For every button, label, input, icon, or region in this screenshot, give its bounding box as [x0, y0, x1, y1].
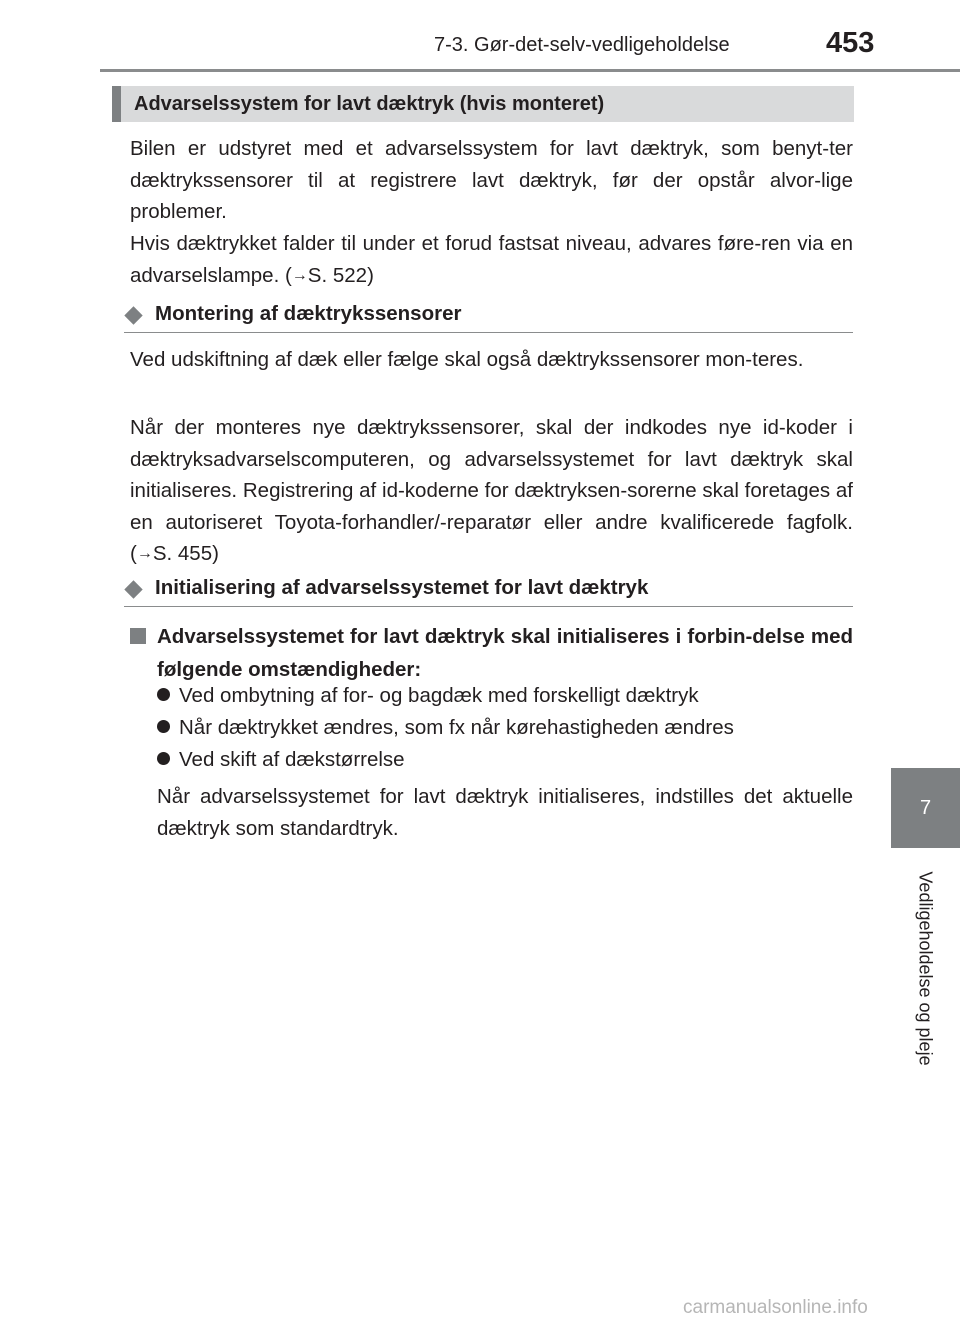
- bullet-dot-icon: [157, 720, 170, 733]
- sensor-paragraph-1: Ved udskiftning af dæk eller fælge skal også dæktrykssensorer mon-teres.: [130, 348, 804, 371]
- chapter-number: 7: [919, 796, 932, 819]
- bullet-item: Ved ombytning af for- og bagdæk med forskelligt dæktryk: [157, 684, 699, 708]
- chapter-title: Vedligeholdelse og pleje: [916, 870, 937, 1066]
- square-bullet-icon: [130, 628, 146, 644]
- sensor-paragraph-2: [130, 412, 853, 570]
- initialization-conditions-intro: Advarselssystemet for lavt dæktryk skal initialiseres i forbin-delse med følgende omstændigheder:: [157, 625, 853, 681]
- watermark: carmanualsonline.info: [683, 1297, 868, 1318]
- bullet-dot-icon: [157, 688, 170, 701]
- running-header-section: 7-3. Gør-det-selv-vedligeholdelse: [434, 34, 730, 56]
- sensor-paragraph-2-text: Når der monteres nye dæktrykssensorer, skal der indkodes nye id-koder i dæktryksadvarselscomputeren, og advarselssystemet for lavt dæktryk skal initialiseres. Registrering af id-koderne for dæktryksen-sorerne skal foretages af en autoriseret Toyota-forhandler/-reparatør eller andre kvalificerede fagfolk. (: [130, 416, 853, 565]
- subheading-sensor-mounting: [124, 302, 853, 333]
- header-rule: [100, 69, 960, 72]
- intro-paragraph-2-text: Hvis dæktrykket falder til under et forud fastsat niveau, advares føre-ren via en advarselslampe. (: [130, 232, 853, 287]
- arrow-icon: →: [291, 266, 308, 284]
- bullet-dot-icon: [157, 752, 170, 765]
- initialization-closing-paragraph: Når advarselssystemet for lavt dæktryk initialiseres, indstilles det aktuelle dæktryk som standardtryk.: [157, 785, 853, 840]
- diamond-icon: [124, 306, 142, 324]
- intro-paragraph-2: [130, 228, 853, 291]
- diamond-icon: [124, 580, 142, 598]
- arrow-icon: →: [136, 545, 153, 562]
- bullet-item: Når dæktrykket ændres, som fx når kørehastigheden ændres: [157, 716, 734, 740]
- page-number: 453: [826, 27, 875, 59]
- section-title: Advarselssystem for lavt dæktryk (hvis monteret): [134, 93, 605, 115]
- bullet-item: Ved skift af dækstørrelse: [157, 748, 405, 772]
- page-reference-455[interactable]: S. 455): [152, 542, 219, 565]
- intro-paragraph-1: Bilen er udstyret med et advarselssystem for lavt dæktryk, som benyt-ter dæktrykssensorer til at registrere lavt dæktryk, før der opstår alvor-lige problemer.: [130, 137, 853, 223]
- subheading-initialization: [124, 576, 853, 607]
- section-title-box: [112, 86, 854, 122]
- subheading-text: Montering af dæktrykssensorer: [155, 302, 462, 325]
- page-reference-522[interactable]: S. 522): [307, 263, 374, 287]
- subheading-text: Initialisering af advarselssystemet for lavt dæktryk: [155, 576, 649, 599]
- chapter-label: [891, 848, 960, 1088]
- chapter-tab: [891, 768, 960, 848]
